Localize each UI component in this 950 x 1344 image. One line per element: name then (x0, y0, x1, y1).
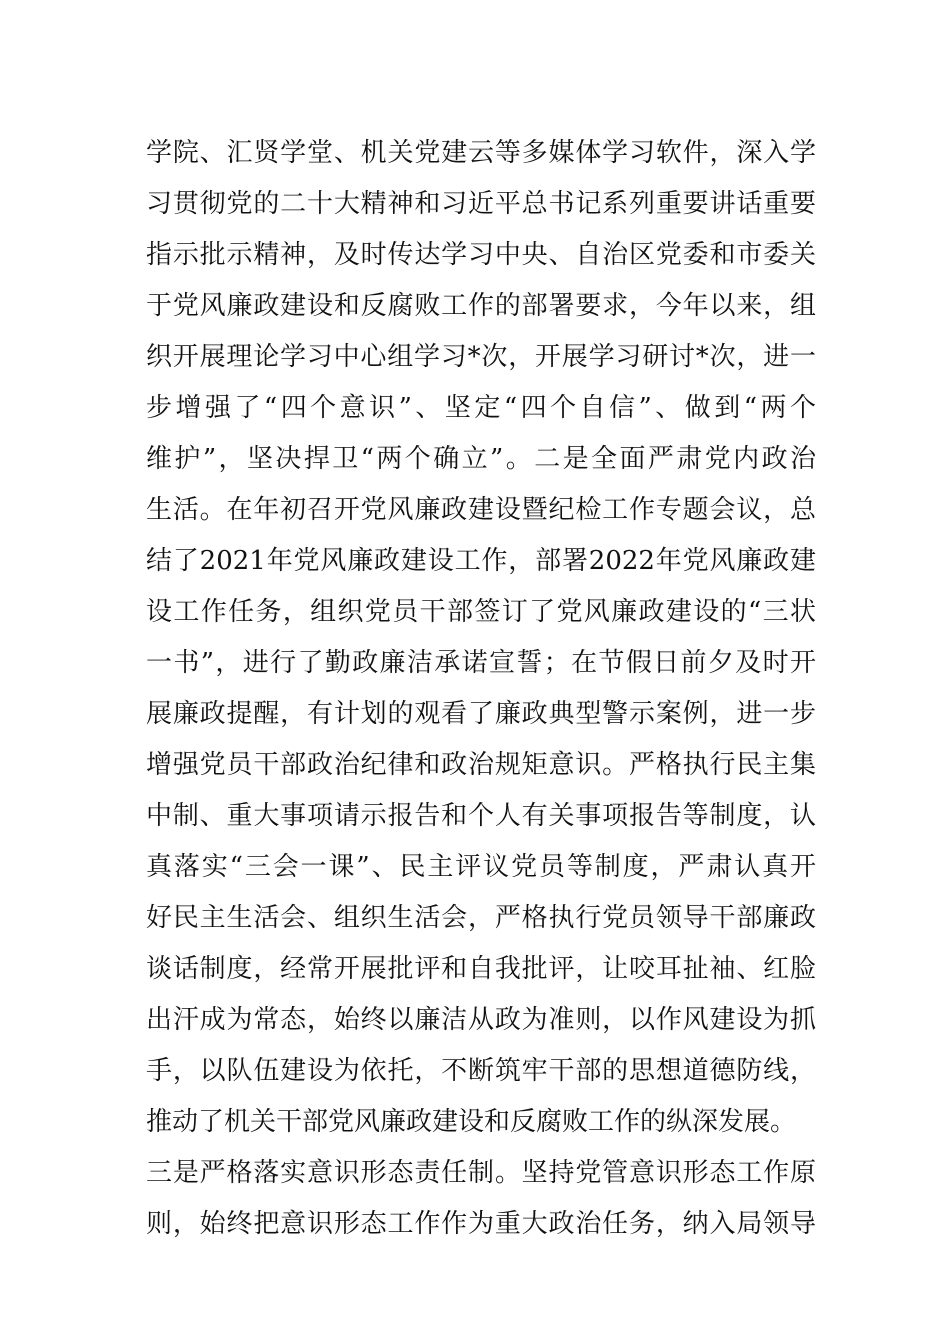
text-line: 生活。在年初召开党风廉政建设暨纪检工作专题会议，总 (146, 495, 816, 525)
text-line: 设工作任务，组织党员干部签订了党风廉政建设的“三状 (146, 597, 816, 627)
text-line: 指示批示精神，及时传达学习中央、自治区党委和市委关 (146, 240, 816, 270)
text-line: 则，始终把意识形态工作作为重大政治任务，纳入局领导 (146, 1209, 816, 1239)
text-line: 一书”，进行了勤政廉洁承诺宣誓；在节假日前夕及时开 (146, 648, 816, 678)
text-line: 织开展理论学习中心组学习*次，开展学习研讨*次，进一 (146, 342, 816, 372)
text-line: 结了2021年党风廉政建设工作，部署2022年党风廉政建 (146, 546, 816, 576)
text-line: 三是严格落实意识形态责任制。坚持党管意识形态工作原 (146, 1158, 816, 1188)
text-line: 中制、重大事项请示报告和个人有关事项报告等制度，认 (146, 801, 816, 831)
document-body (146, 128, 816, 1250)
text-line: 展廉政提醒，有计划的观看了廉政典型警示案例，进一步 (146, 699, 816, 729)
text-line: 谈话制度，经常开展批评和自我批评，让咬耳扯袖、红脸 (146, 954, 816, 984)
text-line: 习贯彻党的二十大精神和习近平总书记系列重要讲话重要 (146, 189, 816, 219)
text-line: 于党风廉政建设和反腐败工作的部署要求，今年以来，组 (146, 291, 816, 321)
text-line: 真落实“三会一课”、民主评议党员等制度，严肃认真开 (146, 852, 816, 882)
text-line: 手，以队伍建设为依托，不断筑牢干部的思想道德防线， (146, 1056, 816, 1086)
text-line: 增强党员干部政治纪律和政治规矩意识。严格执行民主集 (146, 750, 816, 780)
text-line: 推动了机关干部党风廉政建设和反腐败工作的纵深发展。 (146, 1107, 797, 1137)
text-line: 维护”，坚决捍卫“两个确立”。二是全面严肃党内政治 (146, 444, 816, 474)
text-line: 学院、汇贤学堂、机关党建云等多媒体学习软件，深入学 (146, 138, 816, 168)
text-line: 出汗成为常态，始终以廉洁从政为准则，以作风建设为抓 (146, 1005, 816, 1035)
text-line: 好民主生活会、组织生活会，严格执行党员领导干部廉政 (146, 903, 816, 933)
text-line: 步增强了“四个意识”、坚定“四个自信”、做到“两个 (146, 393, 816, 423)
